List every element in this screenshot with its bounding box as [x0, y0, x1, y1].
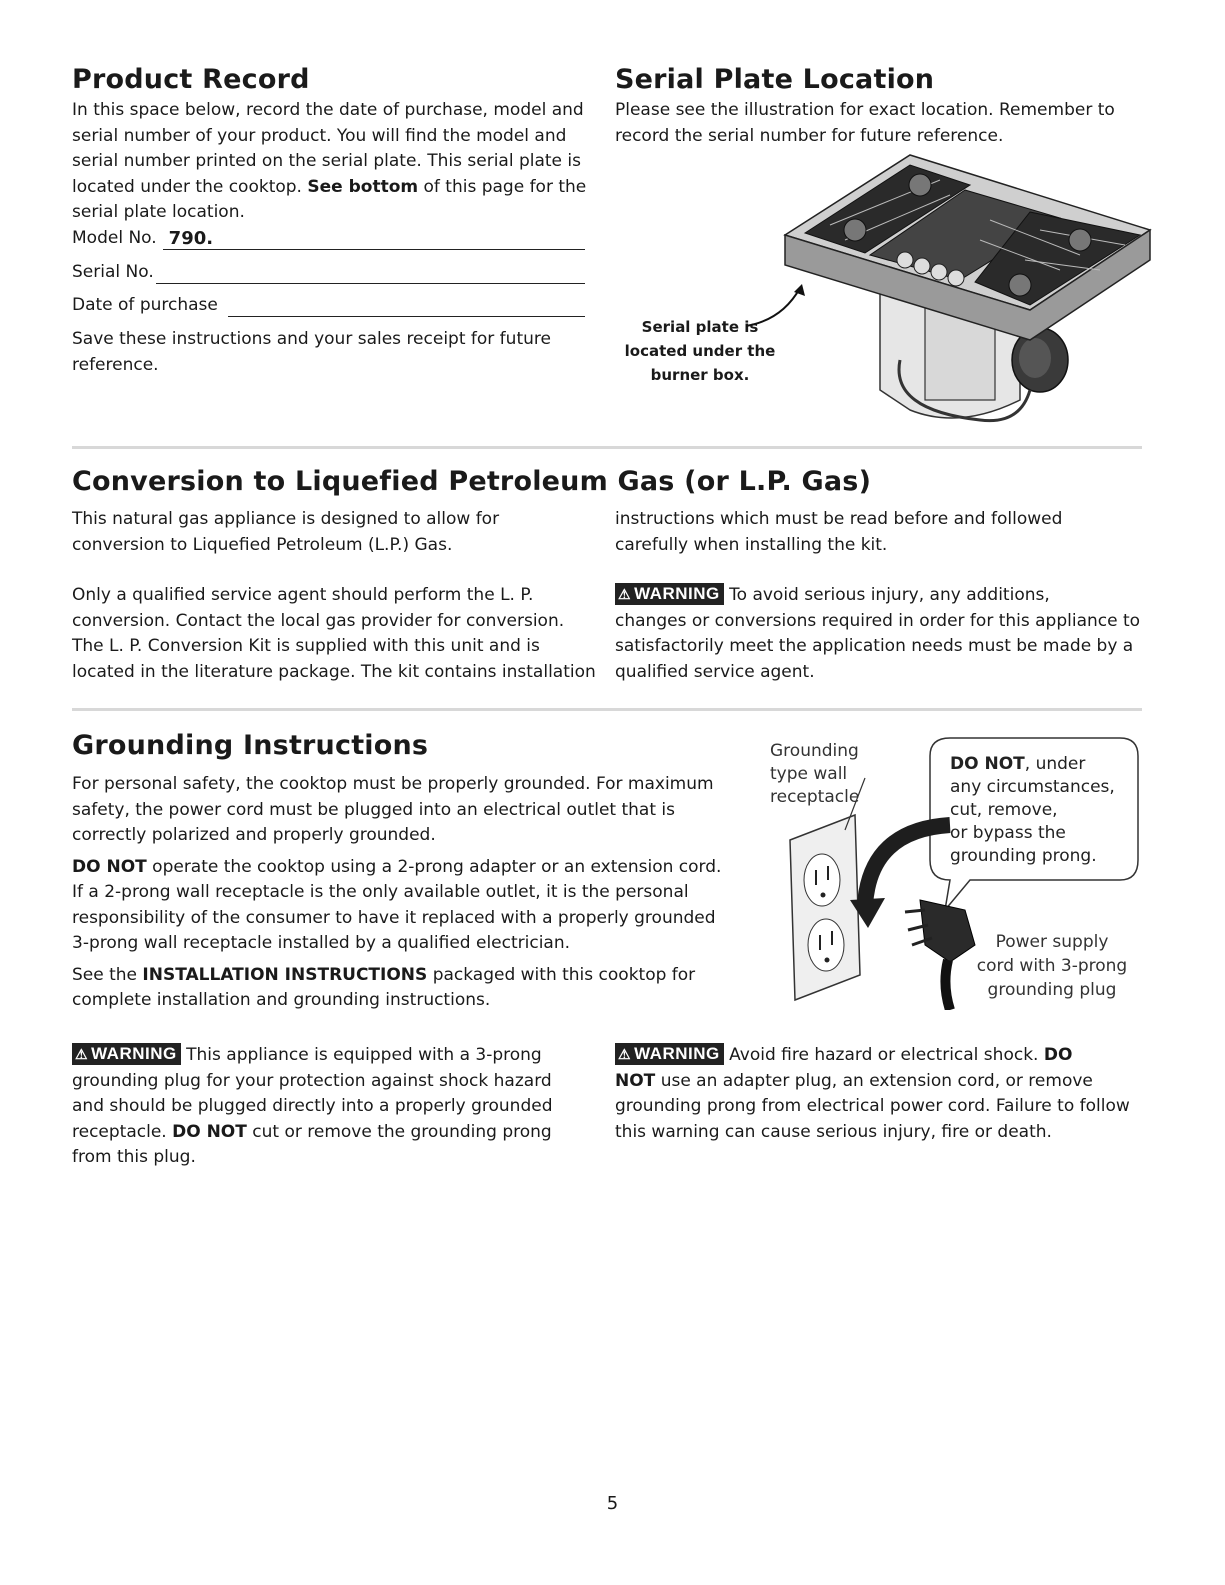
- text-line: carefully when installing the kit.: [615, 534, 888, 555]
- text-line: packaged with this cooktop for: [432, 964, 696, 985]
- conversion-left-column: [72, 507, 612, 685]
- serial-plate-heading: Serial Plate Location: [615, 64, 935, 95]
- warning-label: WARNING: [91, 1044, 177, 1063]
- serial-number-line: [156, 263, 585, 284]
- text-line: located under the: [624, 342, 776, 360]
- product-record-text: [72, 98, 602, 226]
- text-line: any circumstances,: [950, 777, 1115, 797]
- not-emphasis: NOT: [615, 1070, 656, 1091]
- installation-instructions-emphasis: INSTALLATION INSTRUCTIONS: [142, 964, 428, 985]
- text-line: instructions which must be read before and followed: [615, 509, 1063, 529]
- text-line: operate the cooktop using a 2-prong adapter or an extension cord.: [152, 856, 722, 877]
- page-number: 5: [606, 1493, 619, 1514]
- text-line: cut, remove,: [950, 800, 1058, 820]
- text-line: safety, the power cord must be plugged into an electrical outlet that is: [72, 799, 675, 820]
- warning-badge: [72, 1043, 181, 1065]
- serial-number-label: Serial No.: [72, 262, 154, 282]
- text-line: In this space below, record the date of purchase, model and: [72, 100, 584, 120]
- grounding-warning-left: [72, 1043, 612, 1171]
- plug-label: [962, 930, 1142, 1002]
- text-line: type wall: [770, 764, 848, 784]
- grounding-warning-right: [615, 1043, 1160, 1145]
- text-line: receptacle.: [72, 1121, 167, 1142]
- date-of-purchase-field[interactable]: [72, 293, 585, 317]
- text-line: 3-prong wall receptacle installed by a qualified electrician.: [72, 933, 571, 953]
- warning-badge: [615, 583, 724, 605]
- text-line: grounding prong.: [950, 846, 1097, 866]
- text-line: cord with 3-prong: [976, 956, 1128, 976]
- text-line: use an adapter plug, an extension cord, or remove: [660, 1070, 1093, 1091]
- model-number-value: 790.: [163, 229, 585, 250]
- serial-plate-pointer-arrow-icon: [742, 282, 812, 332]
- do-emphasis: DO: [1043, 1045, 1073, 1065]
- model-number-label: Model No.: [72, 228, 157, 248]
- text-line: located under the cooktop.: [72, 176, 302, 197]
- text-line: reference.: [72, 354, 159, 375]
- do-not-emphasis: DO NOT: [72, 856, 147, 877]
- text-line: or bypass the: [950, 823, 1066, 843]
- grounding-heading: Grounding Instructions: [72, 730, 429, 761]
- text-line: changes or conversions required in order for this appliance to: [615, 610, 1141, 631]
- text-line: Please see the illustration for exact location. Remember to: [615, 100, 1115, 120]
- section-divider: [72, 446, 1142, 449]
- text-line: The L. P. Conversion Kit is supplied with this unit and is: [72, 636, 540, 656]
- text-line: record the serial number for future reference.: [615, 125, 1004, 146]
- warning-triangle-icon: ⚠: [75, 1046, 89, 1062]
- warning-triangle-icon: ⚠: [618, 1046, 632, 1062]
- text-line: grounding plug for your protection against shock hazard: [72, 1070, 552, 1091]
- text-line: burner box.: [650, 366, 750, 384]
- text-line: Only a qualified service agent should perform the L. P.: [72, 585, 534, 605]
- cooktop-illustration: [760, 140, 1160, 440]
- text-line: serial number printed on the serial plate. This serial plate is: [72, 151, 581, 171]
- text-line: grounding prong from electrical power cord. Failure to follow: [615, 1096, 1130, 1116]
- text-line: and should be plugged directly into a properly grounded: [72, 1096, 553, 1116]
- text-line: this warning can cause serious injury, fire or death.: [615, 1121, 1052, 1142]
- text-line: of this page for the: [423, 176, 587, 197]
- do-not-emphasis: DO NOT: [950, 754, 1025, 774]
- text-line: , under: [1024, 754, 1086, 774]
- text-line: For personal safety, the cooktop must be properly grounded. For maximum: [72, 774, 714, 794]
- text-line: conversion to Liquefied Petroleum (L.P.) Gas.: [72, 534, 453, 555]
- text-line: See the: [72, 964, 138, 985]
- text-line: serial number of your product. You will find the model and: [72, 125, 567, 146]
- text-line: located in the literature package. The kit contains installation: [72, 661, 596, 682]
- text-line: This appliance is equipped with a 3-prong: [186, 1045, 542, 1065]
- grounding-text: [72, 772, 752, 1014]
- text-line: satisfactorily meet the application needs must be made by a: [615, 636, 1134, 656]
- text-line: grounding plug: [987, 980, 1117, 1000]
- warning-label: WARNING: [634, 1044, 720, 1063]
- date-of-purchase-label: Date of purchase: [72, 295, 218, 315]
- text-line: This natural gas appliance is designed to allow for: [72, 509, 500, 529]
- text-line: Avoid fire hazard or electrical shock.: [729, 1045, 1039, 1065]
- conversion-heading: Conversion to Liquefied Petroleum Gas (or L.P. Gas): [72, 466, 872, 497]
- product-record-heading: Product Record: [72, 64, 310, 95]
- text-line: serial plate location.: [72, 202, 245, 222]
- save-instructions-text: [72, 327, 602, 378]
- text-line: Save these instructions and your sales receipt for future: [72, 329, 551, 349]
- do-not-emphasis: DO NOT: [172, 1121, 247, 1142]
- warning-label: WARNING: [634, 584, 720, 603]
- text-line: cut or remove the grounding prong: [252, 1121, 552, 1142]
- text-line: To avoid serious injury, any additions,: [729, 585, 1050, 605]
- conversion-right-column: [615, 507, 1155, 685]
- warning-triangle-icon: ⚠: [618, 586, 632, 602]
- do-not-bubble-text: [950, 753, 1130, 868]
- text-line: Serial plate is: [641, 318, 759, 336]
- text-line: complete installation and grounding instructions.: [72, 990, 491, 1010]
- text-line: Power supply: [995, 932, 1109, 952]
- warning-badge: [615, 1043, 724, 1065]
- text-line: receptacle: [770, 787, 860, 807]
- see-bottom-emphasis: See bottom: [307, 176, 419, 197]
- text-line: responsibility of the consumer to have it replaced with a properly grounded: [72, 907, 716, 928]
- serial-number-field[interactable]: [72, 260, 585, 284]
- text-line: from this plug.: [72, 1147, 196, 1167]
- date-of-purchase-line: [228, 296, 585, 317]
- model-number-field[interactable]: [72, 226, 585, 250]
- text-line: correctly polarized and properly grounded.: [72, 825, 436, 845]
- text-line: conversion. Contact the local gas provider for conversion.: [72, 610, 565, 631]
- text-line: qualified service agent.: [615, 661, 815, 682]
- text-line: Grounding: [770, 741, 859, 761]
- section-divider: [72, 708, 1142, 711]
- text-line: If a 2-prong wall receptacle is the only available outlet, it is the personal: [72, 882, 689, 902]
